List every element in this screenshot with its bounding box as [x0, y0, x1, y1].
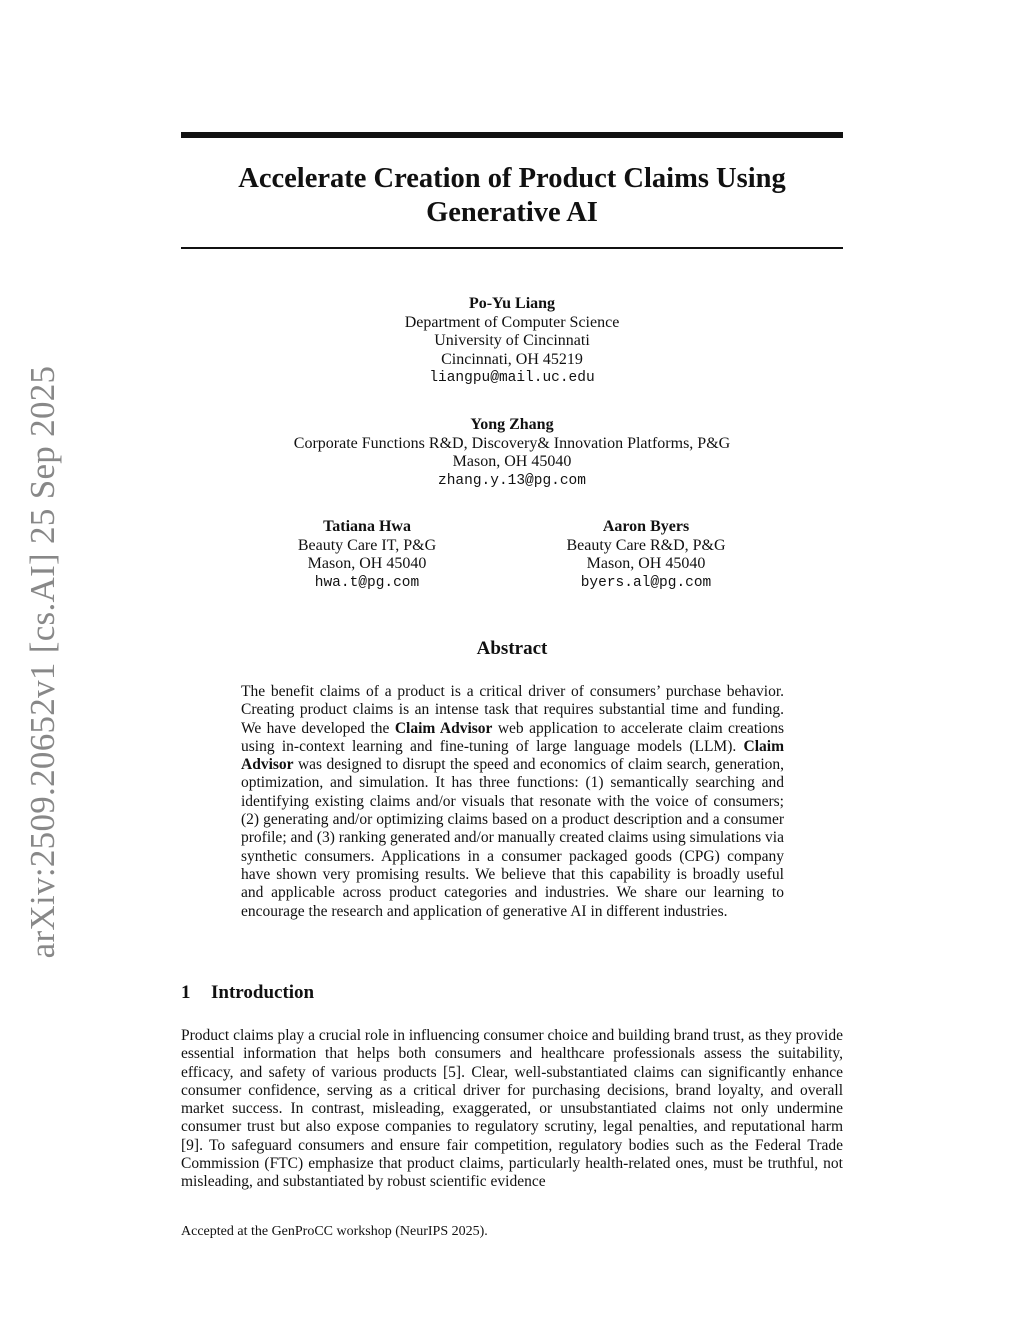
author-block [516, 518, 776, 592]
title-rule-bottom [181, 247, 843, 249]
section-number: 1 [181, 982, 191, 1003]
paper-title: Accelerate Creation of Product Claims Using Generative AI [238, 163, 786, 228]
abstract-heading: Abstract [476, 638, 548, 659]
author-department: Department of Computer Science [404, 313, 620, 331]
author-name: Po-Yu Liang [468, 295, 556, 312]
author-organization: University of Cincinnati [434, 332, 590, 349]
author-block [237, 518, 497, 592]
author-department: Beauty Care R&D, P&G [566, 536, 726, 554]
section-title: Introduction [211, 982, 315, 1003]
claim-advisor-term: Claim Advisor [241, 737, 784, 774]
author-name: Aaron Byers [602, 518, 690, 535]
abstract-body [241, 683, 784, 921]
author-department: Corporate Functions R&D, Discovery& Innovation Platforms, P&G [293, 434, 731, 452]
author-email[interactable]: zhang.y.13@pg.com [438, 472, 586, 489]
author-block [181, 295, 843, 388]
author-location: Cincinnati, OH 45219 [441, 350, 583, 368]
title-rule-top [181, 132, 843, 138]
abstract-text: was designed to disrupt the speed and economics of claim search, generation, optimization, and simulation. It has three functions: (1) semantically searching and identifying existing claims and/or visuals that resonate with the voice of consumers; (2) generating and/or optimizing claims based on a product description and a consumer profile; and (3) ranking generated and/or manually created claims using simulations via synthetic consumers. Applications in a consumer packaged goods (CPG) company have shown very promising results. We believe that this capability is broadly useful and applicable across product categories and industries. We share our learning to encourage the research and application of generative AI in different industries. [241, 756, 784, 920]
author-location: Mason, OH 45040 [307, 555, 427, 572]
author-block [181, 416, 843, 490]
author-location: Mason, OH 45040 [586, 555, 706, 572]
abstract-text: The benefit claims of a product is a critical driver of consumers’ purchase behavior. Creating product claims is an intense task that requires substantial time and funding. We have developed the [241, 683, 784, 737]
section-heading-introduction [181, 982, 314, 1004]
arxiv-identifier-stamp: arXiv:2509.20652v1 [cs.AI] 25 Sep 2025 [23, 365, 62, 959]
author-location: Mason, OH 45040 [452, 453, 572, 470]
claim-advisor-term: Claim Advisor [394, 719, 493, 737]
footnote: Accepted at the GenProCC workshop (NeurIPS 2025). [181, 1224, 488, 1239]
author-email[interactable]: byers.al@pg.com [580, 574, 712, 591]
author-department: Beauty Care IT, P&G [297, 536, 437, 554]
author-email[interactable]: liangpu@mail.uc.edu [429, 370, 595, 386]
introduction-body: Product claims play a crucial role in influencing consumer choice and building brand trust, as they provide essential information that helps both consumers and healthcare professionals assess the suitability, efficacy, and safety of various products [5]. Clear, well-substantiated claims can significantly enhance consumer confidence, serving as a critical driver for purchasing decisions, brand loyalty, and overall market success. In contrast, misleading, exaggerated, or unsubstantiated claims not only undermine consumer trust but also expose companies to regulatory scrutiny, legal penalties, and reputational harm [9]. To safeguard consumers and ensure fair competition, regulatory bodies such as the Federal Trade Commission (FTC) emphasize that product claims, particularly health-related ones, must be truthful, not misleading, and substantiated by robust scientific evidence [181, 1027, 843, 1191]
author-name: Tatiana Hwa [323, 518, 411, 535]
author-email[interactable]: hwa.t@pg.com [314, 574, 420, 591]
abstract-text: web application to accelerate claim creations using in-context learning and fine-tuning of large language models (LLM). [241, 719, 784, 755]
author-name: Yong Zhang [470, 416, 554, 433]
